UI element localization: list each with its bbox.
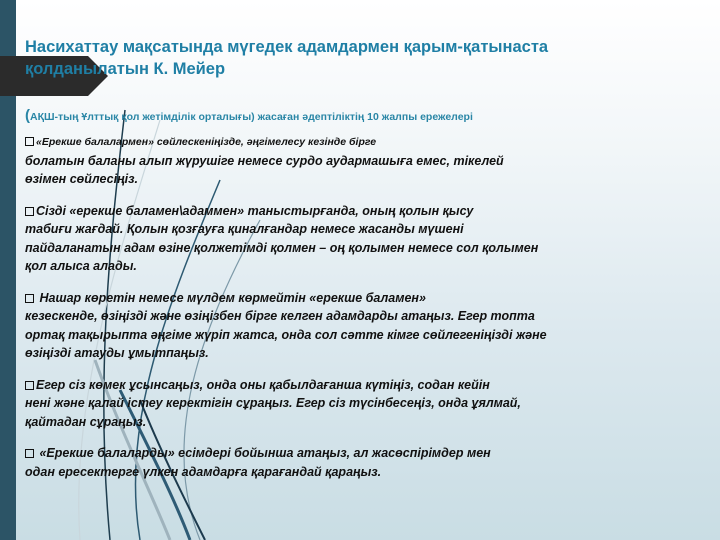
checkbox-bullet-icon [25, 381, 34, 390]
checkbox-bullet-icon [25, 449, 34, 458]
rule-5-line-2: одан ересектерге үлкен адамдарға қарағандай қараңыз. [25, 464, 382, 479]
rule-2-line-4: қол алыса алады. [25, 259, 137, 273]
rule-paragraph-3 [25, 289, 695, 363]
rule-1-line-2: болатын баланы алып жүрушіге немесе сурдо аудармашыға емес, тікелей [25, 153, 504, 168]
title-line-2: қолданылатын К. Мейер [25, 60, 226, 78]
rule-3-line-1: Нашар көретін немесе мүлдем көрмейтін «ерекше баламен» [36, 290, 426, 305]
rule-paragraph-4 [25, 376, 695, 432]
slide-subtitle [25, 108, 705, 125]
rule-2-line-1: Сізді «ерекше баламен\адаммен» таныстырғанда, оның қолын қысу [36, 203, 474, 218]
subtitle-text: АҚШ-тың Ұлттық қол жетімділік орталығы) жасаған әдептіліктің 10 жалпы ережелері [30, 111, 473, 123]
rule-paragraph-1 [25, 133, 695, 189]
rule-5-line-1: «Ерекше балаларды» есімдері бойынша атаңыз, ал жасөспірімдер мен [36, 446, 491, 460]
rule-1-line-1: «Ерекше балалармен» сөйлескеніңізде, әңгімелесу кезінде бірге [36, 136, 377, 148]
checkbox-bullet-icon [25, 207, 34, 216]
rule-4-line-3: қайтадан сұраңыз. [25, 414, 147, 429]
checkbox-bullet-icon [25, 137, 34, 146]
rule-3-line-4: өзіңізді атауды ұмытпаңыз. [25, 346, 209, 360]
rule-3-line-2: кезескенде, өзіңізді және өзіңізбен бірге келген адамдарды атаңыз. Егер топта [25, 309, 535, 323]
checkbox-bullet-icon [25, 294, 34, 303]
subtitle-paren: ( [25, 107, 30, 124]
rule-paragraph-5 [25, 444, 695, 481]
title-line-1: Насихаттау мақсатында мүгедек адамдармен қарым-қатынаста [25, 38, 549, 56]
rule-2-line-2: табиғи жағдай. Қолын қозғауға қиналғандар немесе жасанды мүшені [25, 222, 464, 236]
rule-4-line-1: Егер сіз көмек ұсынсаңыз, онда оны қабылдағанша күтіңіз, содан кейін [36, 377, 490, 392]
slide-title [25, 36, 705, 80]
rule-3-line-3: ортақ тақырыпта әңгіме жүріп жатса, онда сол сәтте кімге сөйлегеніңізді және [25, 327, 547, 342]
rule-paragraph-2 [25, 202, 695, 276]
rule-1-line-3: өзімен сөйлесіңіз. [25, 172, 138, 186]
rule-4-line-2: нені және қалай істеу керектігін сұраңыз. Егер сіз түсінбесеңіз, онда ұялмай, [25, 396, 521, 410]
rule-2-line-3: пайдаланатын адам өзіне қолжетімді қолмен – оң қолымен немесе сол қолымен [25, 240, 539, 255]
slide-body [25, 133, 695, 494]
